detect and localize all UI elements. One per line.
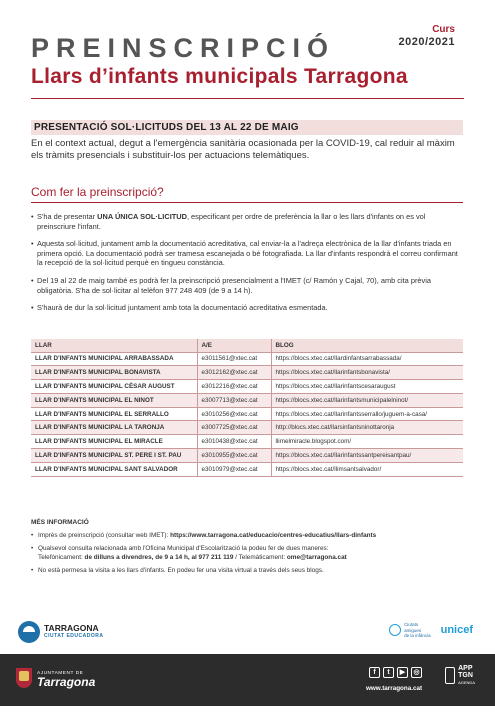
nursery-blog-link[interactable]: https://blocs.xtec.cat/llarinfantscesaraugust	[271, 380, 463, 394]
howto-title: Com fer la preinscripció?	[31, 185, 463, 203]
more-info-item: • No està permesa la visita a les llars d'infants. En podeu fer una visita virtual a través dels seus blogs.	[31, 567, 324, 574]
imet-link[interactable]: https://www.tarragona.cat/educacio/centres-educatius/llars-dinfants	[170, 531, 377, 539]
ajuntament-logo: AJUNTAMENT DE Tarragona	[16, 668, 95, 688]
title-divider	[31, 98, 464, 99]
nursery-table	[31, 339, 463, 477]
howto-bullets	[31, 212, 463, 321]
column-header-ae: A/E	[197, 339, 271, 352]
unicef-logos	[389, 622, 473, 639]
bullet-item: • S'haurà de dur la sol·licitud juntament amb tota la documentació acreditativa esmentada.	[31, 303, 328, 313]
nursery-blog-link[interactable]: https://blocs.xtec.cat/llarinfantssantpereisantpau/	[271, 449, 463, 463]
nursery-blog-link[interactable]: http://blocs.xtec.cat/llarsinfantsninottaronja	[271, 421, 463, 435]
nursery-name: LLAR D'INFANTS MUNICIPAL SANT SALVADOR	[31, 462, 197, 476]
table-row	[31, 407, 463, 421]
nursery-email[interactable]: e3012216@xtec.cat	[197, 380, 271, 394]
unicef-logo: unicef	[440, 624, 473, 637]
table-row	[31, 393, 463, 407]
bullet-item: • S'ha de presentar UNA ÚNICA SOL·LICITUD, especificant per ordre de preferència la llar o les llars d'infants on es vol preinscriure l'infant.	[31, 212, 426, 231]
phone-icon	[445, 667, 455, 684]
brand-title: PREINSCRIPCIÓ	[31, 33, 336, 63]
app-tgn-badge[interactable]: APP TGN AGENDA	[445, 665, 475, 686]
ciutats-amigues-logo: Ciutats amigues de la infància	[389, 622, 431, 639]
more-info-item: • Imprès de preinscripció (consultar web IMET): https://www.tarragona.cat/educacio/centres-educatius/llars-dinfants	[31, 531, 377, 539]
table-row	[31, 462, 463, 476]
more-info-section	[31, 519, 463, 581]
more-info-title: MÉS INFORMACIÓ	[31, 519, 89, 526]
nursery-name: LLAR D'INFANTS MUNICIPAL EL SERRALLO	[31, 407, 197, 421]
column-header-blog: BLOG	[271, 339, 463, 352]
footer	[0, 654, 495, 706]
instagram-icon[interactable]: ◎	[411, 667, 422, 678]
nursery-email[interactable]: e3007725@xtec.cat	[197, 421, 271, 435]
facebook-icon[interactable]: f	[369, 667, 380, 678]
nursery-name: LLAR D'INFANTS MUNICIPAL LA TARONJA	[31, 421, 197, 435]
course-year: 2020/2021	[398, 36, 455, 48]
youtube-icon[interactable]: ▶	[397, 667, 408, 678]
table-row	[31, 421, 463, 435]
table-row	[31, 352, 463, 366]
tarragona-logo-icon	[18, 621, 40, 643]
social-icons	[369, 667, 422, 678]
table-row	[31, 380, 463, 394]
phone-info: de dilluns a divendres, de 9 a 14 h, al 977 211 119	[84, 553, 234, 561]
notice-box	[31, 120, 463, 162]
table-row	[31, 435, 463, 449]
nursery-email[interactable]: e3010979@xtec.cat	[197, 462, 271, 476]
nursery-name: LLAR D'INFANTS MUNICIPAL BONAVISTA	[31, 366, 197, 380]
course-word: Curs	[432, 24, 455, 35]
nursery-email[interactable]: e3011561@xtec.cat	[197, 352, 271, 366]
howto-section	[31, 185, 463, 203]
nursery-email[interactable]: e3007713@xtec.cat	[197, 393, 271, 407]
logo-name: TARRAGONA	[44, 623, 99, 633]
nursery-email[interactable]: e3012162@xtec.cat	[197, 366, 271, 380]
course-label	[399, 24, 456, 48]
nursery-blog-link[interactable]: https://blocs.xtec.cat/llarinfantsserrallo/juguem-a-casa/	[271, 407, 463, 421]
nursery-email[interactable]: e3010256@xtec.cat	[197, 407, 271, 421]
nursery-email[interactable]: e3010955@xtec.cat	[197, 449, 271, 463]
table-row	[31, 366, 463, 380]
table-header-row	[31, 339, 463, 352]
nursery-blog-link[interactable]: llimelmiracle.blogspot.com/	[271, 435, 463, 449]
notice-heading: PRESENTACIÓ SOL·LICITUDS DEL 13 AL 22 DE MAIG	[31, 120, 463, 135]
nursery-name: LLAR D'INFANTS MUNICIPAL ARRABASSADA	[31, 352, 197, 366]
column-header-llar: LLAR	[31, 339, 197, 352]
table-row	[31, 449, 463, 463]
more-info-item: • Qualsevol consulta relacionada amb l'Oficina Municipal d'Escolarització la podeu fer de dues maneres: Telefònicament: de dilluns a divendres, de 9 a 14 h, al 977 211 119 / Telemàticament: ome@tarragona.cat	[31, 545, 347, 561]
city-shield-icon	[16, 668, 32, 688]
nursery-blog-link[interactable]: https://blocs.xtec.cat/llardinfantsarrabassada/	[271, 352, 463, 366]
page-title: Llars d’infants municipals Tarragona	[31, 65, 408, 88]
notice-body: En el context actual, degut a l'emergència sanitària ocasionada per la COVID-19, cal reduir al màxim els tràmits presencials i substituir-los per actuacions telemàtiques.	[31, 138, 455, 161]
bullet-item: • Aquesta sol·licitud, juntament amb la documentació acreditativa, cal enviar-la a l'adreça electrònica de la llar d'infants triada en primera opció. La documentació podrà ser tramesa escanejada o bé fotografiada. La llar d'infants respondrà el correu confirmant la recepció de la sol·licitud perquè en tingueu constància.	[31, 239, 458, 268]
nursery-name: LLAR D'INFANTS MUNICIPAL EL MIRACLE	[31, 435, 197, 449]
email-link[interactable]: ome@tarragona.cat	[286, 553, 347, 561]
logo-subtitle: CIUTAT EDUCADORA	[44, 633, 104, 639]
nursery-blog-link[interactable]: https://blocs.xtec.cat/llarinfantsbonavista/	[271, 366, 463, 380]
tarragona-educadora-logo	[18, 620, 103, 644]
website-link[interactable]: www.tarragona.cat	[366, 685, 423, 692]
nursery-name: LLAR D'INFANTS MUNICIPAL CÈSAR AUGUST	[31, 380, 197, 394]
bullet-item: • Del 19 al 22 de maig també es podrà fer la preinscripció presencialment a l'IMET (c/ Ramón y Cajal, 70), amb cita prèvia obligatòria. S'ha de sol·licitar al telèfon 977 248 409 (de 9 a 14 h).	[31, 275, 431, 295]
nursery-email[interactable]: e3010438@xtec.cat	[197, 435, 271, 449]
nursery-name: LLAR D'INFANTS MUNICIPAL EL NINOT	[31, 393, 197, 407]
nursery-name: LLAR D'INFANTS MUNICIPAL ST. PERE I ST. PAU	[31, 449, 197, 463]
swirl-icon	[389, 624, 401, 636]
nursery-blog-link[interactable]: https://blocs.xtec.cat/llarinfantsmunicipalelninot/	[271, 393, 463, 407]
nursery-blog-link[interactable]: https://blocs.xtec.cat/llimsantsalvador/	[271, 462, 463, 476]
twitter-icon[interactable]: t	[383, 667, 394, 678]
